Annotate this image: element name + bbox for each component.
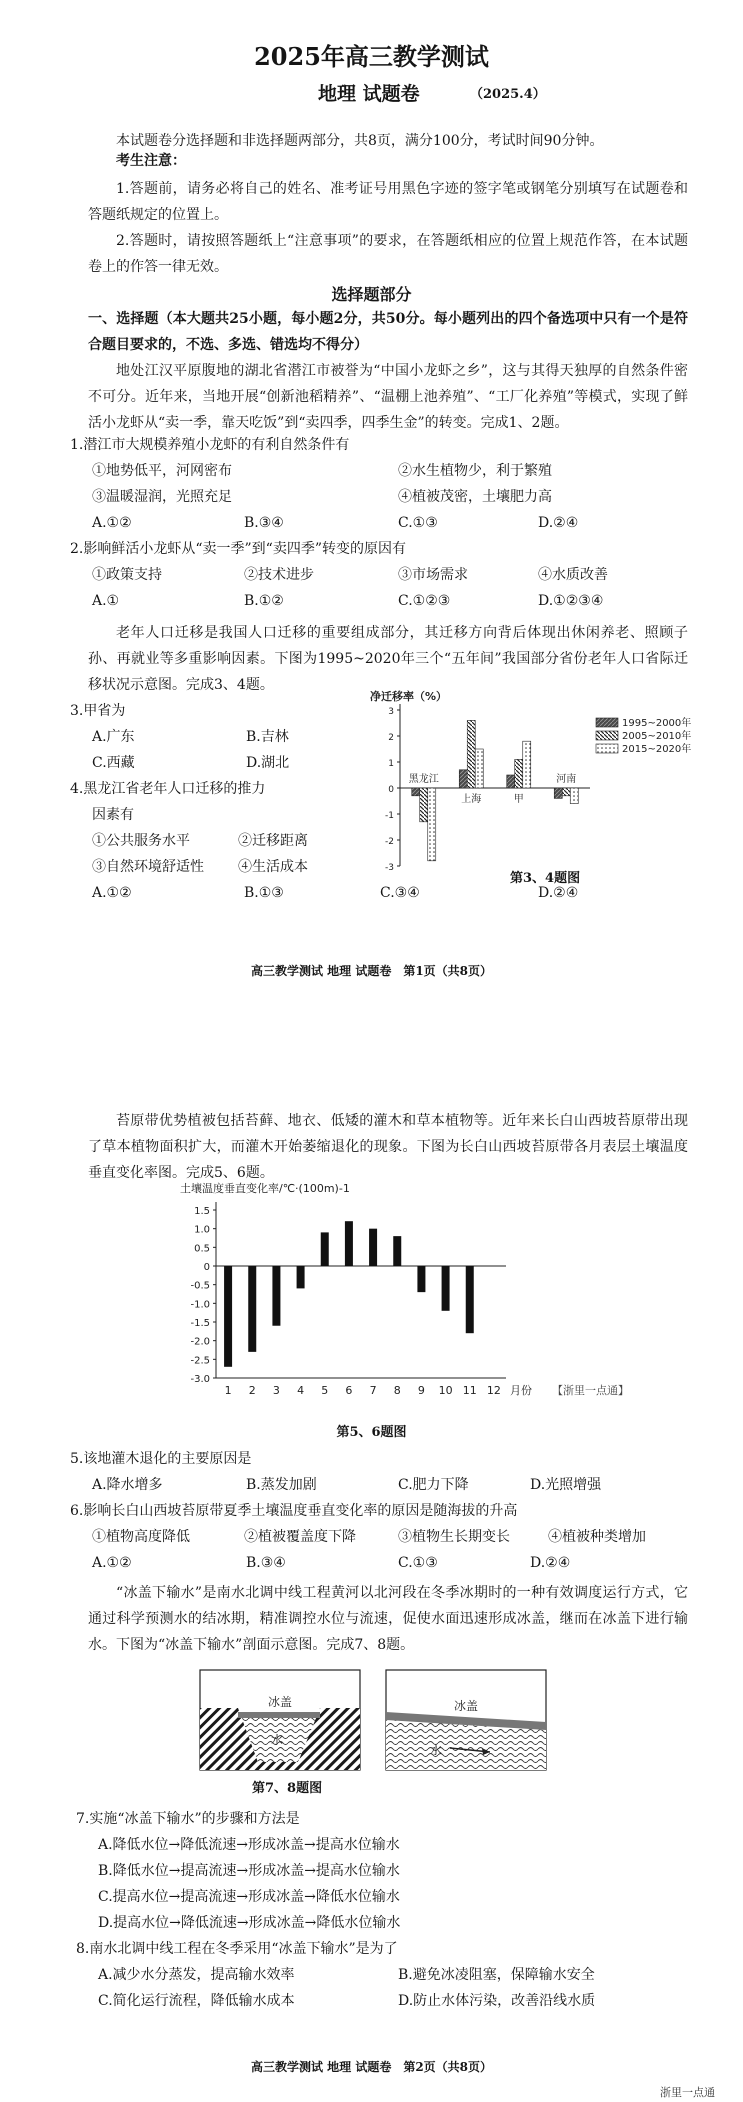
ice-cover-diagram (198, 1668, 548, 1774)
q1-choice-a[interactable]: A.①② (92, 515, 132, 531)
q3-choice-a[interactable]: A.广东 (92, 729, 135, 745)
chart1-title: 净迁移率（%） (370, 690, 448, 703)
chart1-bar (428, 788, 436, 861)
chart2-bar (417, 1266, 425, 1292)
chart2-y-tick-label: 1.5 (194, 1206, 210, 1217)
chart2-bar (442, 1266, 450, 1311)
exam-page-2 (0, 1040, 743, 2102)
chart1-bar (467, 720, 475, 788)
q2-item-2: ②技术进步 (244, 567, 314, 583)
q4-item-4: ④生活成本 (238, 859, 308, 875)
chart2-month-label: 7 (369, 1384, 377, 1397)
q4-choice-c[interactable]: C.③④ (380, 885, 420, 901)
page-2-footer: 高三教学测试 地理 试题卷 第2页（共8页） (250, 2060, 493, 2074)
exam-intro: 本试题卷分选择题和非选择题两部分，共8页，满分100分，考试时间90分钟。 (116, 133, 604, 149)
figure-caption-3-4: 第3、4题图 (510, 871, 581, 886)
chart1-bar (523, 741, 531, 788)
chart2-y-tick-label: 1.0 (194, 1224, 210, 1236)
ice-label-left: 冰盖 (268, 1695, 293, 1709)
chart1-y-tick-label: 2 (388, 733, 394, 743)
question-3-stem: 3.甲省为 (70, 703, 126, 719)
q6-item-2: ②植被覆盖度下降 (244, 1529, 356, 1545)
ice-label-right: 冰盖 (454, 1699, 479, 1713)
chart2-y-tick-label: 0 (203, 1262, 210, 1273)
section-intro: 一、选择题（本大题共25小题，每小题2分，共50分。每小题列出的四个备选项中只有一个是符合题目要求的，不选、多选、错选均不得分） (88, 311, 688, 353)
chart1-y-tick-label: 1 (388, 759, 394, 769)
q1-choice-d[interactable]: D.②④ (538, 515, 579, 531)
chart2-y-tick-label: -1.0 (190, 1299, 210, 1311)
q7-choice-b[interactable]: B.降低水位→提高流速→形成冰盖→提高水位输水 (98, 1863, 400, 1879)
chart2-y-tick-label: 0.5 (194, 1243, 210, 1255)
q2-choice-c[interactable]: C.①②③ (398, 593, 451, 609)
chart2-month-label: 5 (321, 1384, 329, 1397)
chart2-bar (248, 1266, 256, 1352)
q1-item-1: ①地势低平，河网密布 (92, 463, 232, 479)
exam-title: 2025年高三教学测试 (254, 42, 489, 71)
question-2-stem: 2.影响鲜活小龙虾从“卖一季”到“卖四季”转变的原因有 (70, 541, 406, 557)
q4-choice-a[interactable]: A.①② (92, 885, 132, 901)
chart1-y-tick-label: 3 (388, 707, 394, 717)
chart2-bar (297, 1266, 305, 1288)
chart1-legend-label: 2005~2010年 (622, 731, 692, 742)
chart1-legend-label: 1995~2000年 (622, 718, 692, 729)
exam-date: （2025.4） (470, 87, 546, 102)
passage-1: 地处江汉平原腹地的湖北省潜江市被誉为“中国小龙虾之乡”，这与其得天独厚的自然条件密不可分。近年来，当地开展“创新池稻精养”、“温棚上池养殖”、“工厂化养殖”等模式，实现了鲜活小龙虾从“卖一季，靠天吃饭”到“卖四季，四季生金”的转变。完成1、2题。 (88, 363, 688, 431)
chart2-y-tick-label: -2.0 (190, 1336, 210, 1348)
chart1-legend-swatch (596, 744, 618, 753)
q5-choice-c[interactable]: C.肥力下降 (398, 1477, 469, 1493)
q4-item-3: ③自然环境舒适性 (92, 859, 204, 875)
q7-choice-c[interactable]: C.提高水位→提高流速→形成冰盖→降低水位输水 (98, 1889, 400, 1905)
chart2-month-label: 6 (345, 1384, 353, 1397)
figure-caption-5-6: 第5、6题图 (336, 1425, 407, 1440)
chart2-xlabel: 月份 (510, 1384, 532, 1397)
q1-item-3: ③温暖湿润，光照充足 (92, 489, 232, 505)
chart1-bar (412, 788, 420, 796)
chart1-bar (507, 775, 515, 788)
q1-item-2: ②水生植物少，利于繁殖 (398, 463, 552, 479)
q8-choice-c[interactable]: C.简化运行流程，降低输水成本 (98, 1993, 295, 2009)
chart1-bar (570, 788, 578, 804)
q2-item-3: ③市场需求 (398, 567, 468, 583)
chart1-bar (515, 759, 523, 788)
chart1-y-tick-label: -3 (385, 863, 394, 873)
chart1-category-label: 上海 (461, 794, 482, 805)
q8-choice-a[interactable]: A.减少水分蒸发，提高输水效率 (98, 1967, 295, 1983)
q1-choice-c[interactable]: C.①③ (398, 515, 438, 531)
migration-rate-chart (360, 690, 740, 878)
question-6-stem: 6.影响长白山西坡苔原带夏季土壤温度垂直变化率的原因是随海拔的升高 (70, 1503, 518, 1519)
chart1-legend-label: 2015~2020年 (622, 744, 692, 755)
q1-item-4: ④植被茂密，土壤肥力高 (398, 489, 552, 505)
q2-item-1: ①政策支持 (92, 567, 162, 583)
chart2-month-label: 3 (272, 1384, 280, 1397)
question-4-stem-cont: 因素有 (92, 807, 134, 823)
chart1-category-label: 河南 (556, 774, 577, 785)
chart2-y-tick-label: -1.5 (190, 1318, 210, 1329)
chart1-bar (562, 788, 570, 796)
q2-item-4: ④水质改善 (538, 567, 608, 583)
chart2-month-label: 11 (462, 1384, 477, 1397)
q3-choice-b[interactable]: B.吉林 (246, 729, 289, 745)
chart2-month-label: 2 (248, 1384, 256, 1397)
q1-choice-b[interactable]: B.③④ (244, 515, 284, 531)
soil-temperature-chart (180, 1180, 700, 1436)
chart2-bar (224, 1266, 232, 1367)
q4-choice-b[interactable]: B.①③ (244, 885, 284, 901)
q4-item-2: ②迁移距离 (238, 833, 308, 849)
chart2-month-label: 10 (438, 1384, 453, 1397)
chart2-y-tick-label: -2.5 (190, 1355, 210, 1367)
q7-choice-d[interactable]: D.提高水位→降低流速→形成冰盖→降低水位输水 (98, 1915, 401, 1931)
q6-item-4: ④植被种类增加 (548, 1529, 646, 1545)
question-1-stem: 1.潜江市大规模养殖小龙虾的有利自然条件有 (70, 437, 350, 453)
chart1-bar (420, 788, 428, 822)
chart1-legend-swatch (596, 731, 618, 740)
q3-choice-c[interactable]: C.西藏 (92, 755, 135, 771)
q5-choice-d[interactable]: D.光照增强 (530, 1477, 602, 1493)
chart1-y-tick-label: -2 (385, 837, 394, 847)
chart1-category-label: 黑龙江 (408, 774, 439, 785)
passage-4: “冰盖下输水”是南水北调中线工程黄河以北河段在冬季冰期时的一种有效调度运行方式，它通过科学预测水的结冰期，精准调控水位与流速，促使水面迅速形成冰盖，继而在冰盖下进行输水。下图为“冰盖下输水”剖面示意图。完成7、8题。 (88, 1585, 688, 1653)
q6-choice-d[interactable]: D.②④ (530, 1555, 571, 1571)
question-7-stem: 7.实施“冰盖下输水”的步骤和方法是 (76, 1811, 300, 1827)
water-label-left: 水 (271, 1733, 284, 1747)
q8-choice-d[interactable]: D.防止水体污染，改善沿线水质 (398, 1993, 596, 2009)
ice-cover-left (238, 1712, 320, 1718)
chart2-y-tick-label: -0.5 (190, 1280, 210, 1292)
question-4-stem: 4.黑龙江省老年人口迁移的推力 (70, 781, 266, 797)
question-8-stem: 8.南水北调中线工程在冬季采用“冰盖下输水”是为了 (76, 1941, 398, 1957)
page-1-footer: 高三教学测试 地理 试题卷 第1页（共8页） (250, 964, 493, 978)
question-5-stem: 5.该地灌木退化的主要原因是 (70, 1451, 252, 1467)
chart2-month-label: 1 (224, 1384, 232, 1397)
passage-2: 老年人口迁移是我国人口迁移的重要组成部分，其迁移方向背后体现出休闲养老、照顾子孙、再就业等多重影响因素。下图为1995~2020年三个“五年间”我国部分省份老年人口省际迁移状况示意图。完成3、4题。 (88, 625, 688, 693)
chart1-category-label: 甲 (513, 794, 524, 805)
chart2-month-label: 8 (393, 1384, 401, 1397)
q6-item-1: ①植物高度降低 (92, 1529, 190, 1545)
water-label-right: 水 (430, 1743, 443, 1757)
chart2-title: 土壤温度垂直变化率/℃·(100m)-1 (180, 1182, 350, 1195)
q6-choice-a[interactable]: A.①② (92, 1555, 132, 1571)
chart2-bar (345, 1221, 353, 1266)
chart1-bar (475, 749, 483, 788)
passage-3: 苔原带优势植被包括苔藓、地衣、低矮的灌木和草本植物等。近年来长白山西坡苔原带出现了草本植物面积扩大，而灌木开始萎缩退化的现象。下图为长白山西坡苔原带各月表层土壤温度垂直变化率图。完成5、6题。 (88, 1113, 688, 1181)
chart2-bar (393, 1236, 401, 1266)
chart2-bar (466, 1266, 474, 1333)
q5-choice-a[interactable]: A.降水增多 (92, 1477, 163, 1493)
chart1-bar (459, 770, 467, 788)
chart2-month-label: 4 (297, 1384, 305, 1397)
q3-choice-d[interactable]: D.湖北 (246, 755, 290, 771)
q6-choice-b[interactable]: B.③④ (246, 1555, 286, 1571)
chart2-bar (369, 1229, 377, 1266)
q2-choice-b[interactable]: B.①② (244, 593, 284, 609)
chart1-legend-swatch (596, 718, 618, 727)
q2-choice-d[interactable]: D.①②③④ (538, 593, 604, 609)
chart1-y-tick-label: -1 (385, 811, 394, 821)
chart2-watermark: 【浙里一点通】 (552, 1384, 629, 1397)
chart2-bar (272, 1266, 280, 1326)
q6-choice-c[interactable]: C.①③ (398, 1555, 438, 1571)
notice-heading: 考生注意： (116, 153, 186, 169)
section-title: 选择题部分 (331, 285, 412, 304)
chart1-bar (554, 788, 562, 798)
q8-choice-b[interactable]: B.避免冰凌阻塞，保障输水安全 (398, 1967, 595, 1983)
corner-watermark: 浙里一点通 (660, 2086, 715, 2099)
notice-2: 2.答题时，请按照答题纸上“注意事项”的要求，在答题纸相应的位置上规范作答，在本试题卷上的作答一律无效。 (88, 233, 688, 275)
q4-item-1: ①公共服务水平 (92, 833, 190, 849)
chart2-bar (321, 1232, 329, 1266)
chart2-month-label: 12 (486, 1384, 501, 1397)
chart1-y-tick-label: 0 (388, 785, 394, 795)
q5-choice-b[interactable]: B.蒸发加剧 (246, 1477, 317, 1493)
q7-choice-a[interactable]: A.降低水位→降低流速→形成冰盖→提高水位输水 (98, 1837, 400, 1853)
chart2-y-tick-label: -3.0 (190, 1374, 210, 1385)
figure-caption-7-8: 第7、8题图 (252, 1781, 323, 1796)
q6-item-3: ③植物生长期变长 (398, 1529, 510, 1545)
q2-choice-a[interactable]: A.① (92, 593, 120, 609)
exam-subtitle: 地理 试题卷 (318, 83, 420, 105)
q4-choice-d[interactable]: D.②④ (538, 885, 579, 901)
chart2-month-label: 9 (417, 1384, 425, 1397)
exam-page-1 (0, 0, 743, 1040)
notice-1: 1.答题前，请务必将自己的姓名、准考证号用黑色字迹的签字笔或钢笔分别填写在试题卷和答题纸规定的位置上。 (88, 181, 688, 223)
